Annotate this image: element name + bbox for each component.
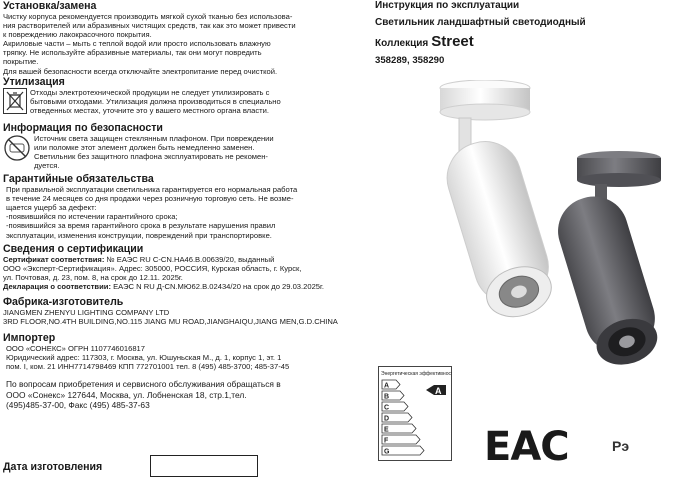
install-text xyxy=(3,12,368,76)
right-column xyxy=(372,0,700,482)
install-line: Чистку корпуса рекомендуется производить мягкой сухой тканью без использова- xyxy=(3,12,293,21)
install-line: Для вашей безопасности всегда отключайте электропитание перед очисткой. xyxy=(3,66,278,76)
importer-line: пом. I, ком. 21 ИНН7714798469 КПП 772701001 тел. 8 (495) 485-3700; 485-37-45 xyxy=(6,362,290,372)
collection-label: Коллекция xyxy=(375,38,429,49)
product-codes: 358289, 358290 xyxy=(375,55,445,66)
warranty-line: -появившийся за время гарантийного срока в результате нарушения правил xyxy=(6,221,276,231)
importer-line: ООО «СОНЕКС» ОГРН 1107746016817 xyxy=(6,344,145,354)
warranty-line: -появившийся по истечении гарантийного срока; xyxy=(6,212,178,222)
decl-label: Декларация о соответствии: xyxy=(3,281,111,291)
contact-text xyxy=(3,379,368,410)
energy-label xyxy=(378,366,452,461)
warranty-line: эксплуатации, изменения конструкции, повреждений при транспортировке. xyxy=(6,230,272,240)
product-name: Светильник ландшафтный светодиодный xyxy=(375,17,586,28)
energy-class-label: B xyxy=(384,393,390,401)
install-line: ния растворителей или абразивных чистящих средств, так как это может привести xyxy=(3,21,296,31)
install-line: к повреждению лакокрасочного покрытия. xyxy=(3,30,152,40)
white-lamp xyxy=(438,80,561,325)
lamp-illustration xyxy=(427,80,667,370)
no-glass-icon xyxy=(3,134,31,167)
crossed-bin-icon xyxy=(3,88,27,119)
disposal-line: отведенных местах, уточните это у вашего местного органа власти. xyxy=(30,105,269,115)
disposal-line: бытовыми отходами. Утилизация должна производиться в специально xyxy=(30,96,281,106)
left-column xyxy=(3,0,368,482)
energy-class-label: F xyxy=(384,437,389,445)
certification-text xyxy=(3,255,368,291)
warranty-title: Гарантийные обязательства xyxy=(3,173,154,186)
install-title: Установка/замена xyxy=(3,0,97,12)
warranty-line: в течение 24 месяцев со дня продажи через розничную торговую сеть. Не возме- xyxy=(6,194,294,204)
safety-block xyxy=(3,134,368,170)
importer-line: Юридический адрес: 117303, г. Москва, ул. Юшуньская М., д. 1, корпус 1, эт. 1 xyxy=(6,353,282,363)
warranty-line: щается ущерб за дефект: xyxy=(6,203,97,213)
energy-title: Энергетическая эффективность xyxy=(381,371,452,377)
partial-mark: Рэ xyxy=(612,438,630,454)
cert-line: ООО «Эксперт-Сертификация». Адрес: 305000, РОССИЯ, Курская область, г. Курск, xyxy=(3,263,302,273)
importer-title: Импортер xyxy=(3,332,56,345)
collection xyxy=(375,33,474,53)
contact-line: По вопросам приобретения и сервисного обслуживания обращаться в xyxy=(6,379,281,390)
certification-title: Сведения о сертификации xyxy=(3,242,144,255)
energy-class-label: D xyxy=(384,415,390,423)
disposal-title: Утилизация xyxy=(3,75,65,88)
install-line: покрытие. xyxy=(3,57,39,67)
install-line: Акриловые части – мыть с теплой водой или просто использовать влажную xyxy=(3,39,271,49)
disposal-block xyxy=(3,88,368,119)
manufacture-date-title: Дата изготовления xyxy=(3,461,103,473)
install-line: тряпку. Не используйте абразивные материалы, так они могут повредить xyxy=(3,48,262,58)
safety-line: дуется. xyxy=(34,160,60,170)
manufacturer-text xyxy=(3,308,368,326)
decl-text: ЕАЭС N RU Д-CN.МЮ62.В.02434/20 на срок до 29.03.2025г. xyxy=(113,281,324,291)
energy-class-label: G xyxy=(384,448,390,456)
warranty-text xyxy=(3,185,368,240)
safety-line: Светильник без защитного плафона эксплуатировать не рекомен- xyxy=(34,151,268,161)
energy-class-label: A xyxy=(384,382,390,390)
collection-name: Street xyxy=(431,33,474,50)
safety-line: Источник света защищен стеклянным плафоном. При повреждении xyxy=(34,133,274,143)
manufacturer-line: JIANGMEN ZHENYU LIGHTING COMPANY LTD xyxy=(3,307,170,317)
disposal-line: Отходы электротехнической продукции не следует утилизировать с xyxy=(30,87,270,97)
energy-rating: A xyxy=(435,386,442,396)
safety-line: или поломке этот элемент должен быть немедленно заменен. xyxy=(34,142,255,152)
safety-title: Информация по безопасности xyxy=(3,121,163,134)
energy-class-label: C xyxy=(384,404,390,412)
contact-line: ООО «Сонекс» 127644, Москва, ул. Лобненская 18, стр.1,тел. xyxy=(6,389,247,400)
importer-text xyxy=(3,344,368,371)
cert-line: № ЕАЭС RU C-CN.HA46.B.00639/20, выданный xyxy=(106,254,275,264)
manufacturer-title: Фабрика-изготовитель xyxy=(3,295,124,308)
eac-mark: EAC xyxy=(484,424,569,470)
cert-line: ул. Почтовая, д. 23, пом. 8, на срок до 12.11. 2025г. xyxy=(3,272,183,282)
doc-title: Инструкция по эксплуатации xyxy=(375,0,520,11)
energy-class-label: E xyxy=(384,426,389,434)
contact-line: (495)485-37-00, Факс (495) 485-37-63 xyxy=(6,400,150,411)
grey-lamp xyxy=(550,151,667,370)
manufacture-date-field[interactable] xyxy=(150,455,258,477)
cert-label: Сертификат соответствия: xyxy=(3,254,105,264)
manufacturer-line: 3RD FLOOR,NO.4TH BUILDING,NO.115 JIANG MU ROAD,JIANGHAIQU,JIANG MEN,G.D.CHINA xyxy=(3,317,338,327)
warranty-line: При правильной эксплуатации светильника гарантируется его нормальная работа xyxy=(6,185,298,195)
